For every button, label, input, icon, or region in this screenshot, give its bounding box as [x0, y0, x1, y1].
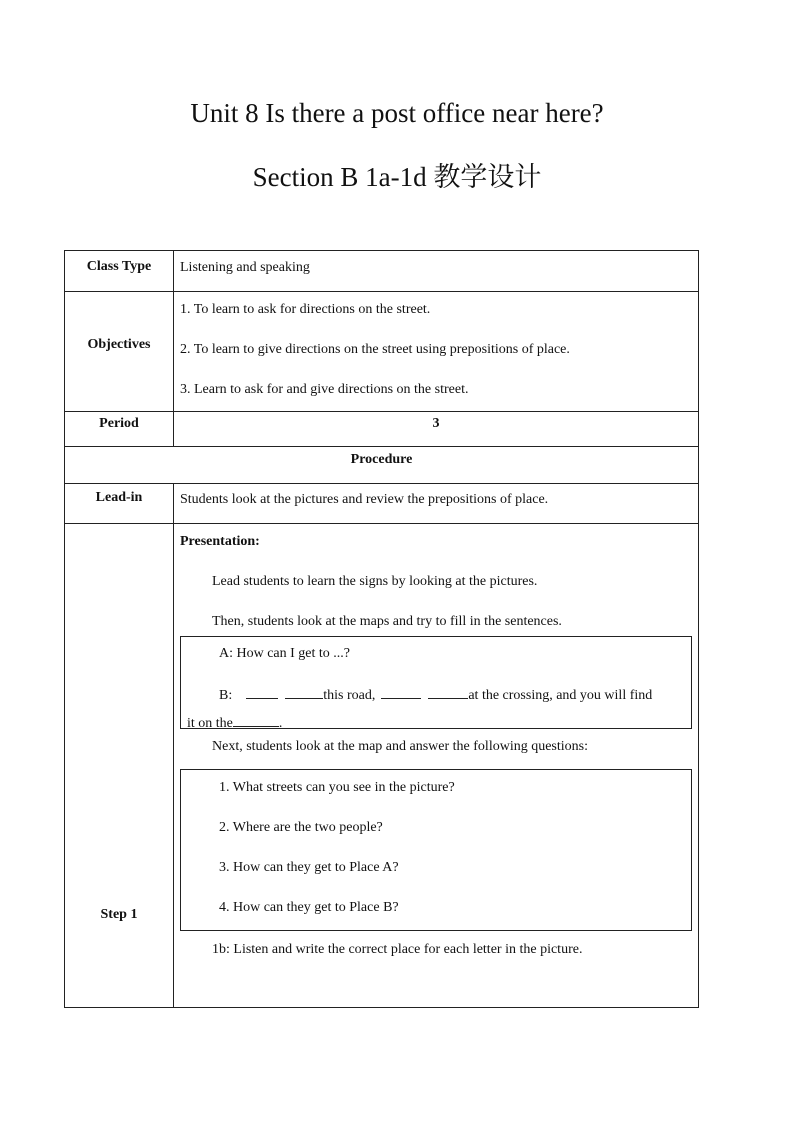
step1-line: Then, students look at the maps and try to fill in the sentences.: [212, 614, 562, 629]
period-row: [65, 412, 699, 447]
presentation-heading: Presentation:: [180, 534, 260, 549]
step1-line: Lead students to learn the signs by looking at the pictures.: [212, 574, 538, 589]
dialogue-answer: B: this road, at the crossing, and you will find: [187, 684, 681, 706]
step1-content: [174, 524, 699, 1008]
period-value: 3: [174, 412, 699, 447]
question-item: 3. How can they get to Place A?: [219, 860, 399, 875]
class-type-row: [65, 251, 699, 292]
class-type-label: Class Type: [65, 251, 174, 292]
objective-item: 1. To learn to ask for directions on the street.: [180, 302, 431, 317]
class-type-value: Listening and speaking: [174, 251, 699, 292]
objectives-row: [65, 292, 699, 412]
period-label: Period: [65, 412, 174, 447]
objectives-label: Objectives: [65, 292, 174, 412]
procedure-row: [65, 447, 699, 484]
questions-box: [180, 769, 692, 931]
document-title: Unit 8 Is there a post office near here?: [190, 98, 604, 128]
lead-in-label: Lead-in: [65, 484, 174, 524]
lead-in-row: [65, 484, 699, 524]
dialogue-box: [180, 636, 692, 729]
objective-item: 2. To learn to give directions on the street using prepositions of place.: [180, 342, 570, 357]
procedure-heading: Procedure: [65, 447, 699, 484]
dialogue-answer-cont: it on the .: [187, 712, 681, 734]
question-item: 4. How can they get to Place B?: [219, 900, 399, 915]
objectives-list: [174, 292, 699, 412]
lead-in-value: Students look at the pictures and review the prepositions of place.: [174, 484, 699, 524]
document-subtitle: Section B 1a-1d 教学设计: [252, 162, 542, 192]
step1-line: 1b: Listen and write the correct place for each letter in the picture.: [212, 942, 583, 957]
lesson-plan-table: [64, 250, 699, 1008]
question-item: 1. What streets can you see in the picture?: [219, 780, 455, 795]
objective-item: 3. Learn to ask for and give directions on the street.: [180, 382, 469, 397]
question-item: 2. Where are the two people?: [219, 820, 383, 835]
dialogue-question: A: How can I get to ...?: [219, 646, 351, 661]
step1-label: Step 1: [65, 524, 174, 1008]
step1-line: Next, students look at the map and answer the following questions:: [212, 739, 588, 754]
step1-row: [65, 524, 699, 1008]
